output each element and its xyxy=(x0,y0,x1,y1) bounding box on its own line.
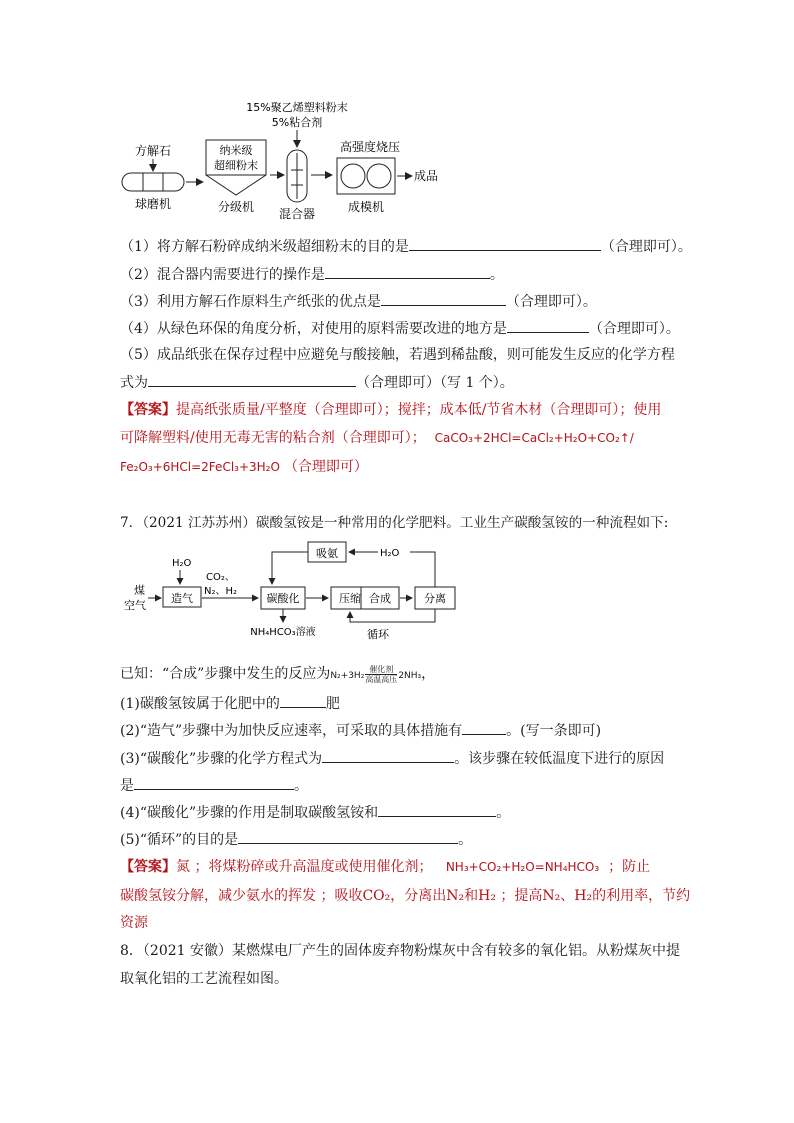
q7-sub3-cont: 是 。 xyxy=(120,775,308,796)
product-solution-label: NH₄HCO₃溶液 xyxy=(250,627,316,638)
q7-answer-line3: 资源 xyxy=(120,915,148,931)
product-label: 成品 xyxy=(414,169,439,183)
q7-answer-line1: 【答案】氮 ；将煤粉碎或升高温度或使用催化剂； NH₃+CO₂+H₂O=NH₄HCO₃ ；防止 xyxy=(120,859,651,875)
synthesis-label: 合成 xyxy=(369,592,391,605)
carbonation-label: 碳酸化 xyxy=(266,592,300,605)
q7-sub3: (3)“碳酸化”步骤的化学方程式为 。该步骤在较低温度下进行的原因 xyxy=(120,748,664,769)
q7-blank-1[interactable] xyxy=(280,693,326,708)
cycle-label: 循环 xyxy=(367,628,389,641)
q6-sub5: （5）成品纸张在保存过程中应避免与酸接触，若遇到稀盐酸，则可能发生反应的化学方程 xyxy=(120,347,675,363)
q7-answer-equation: NH₃+CO₂+H₂O=NH₄HCO₃ xyxy=(445,860,600,874)
former-label: 成模机 xyxy=(347,200,385,214)
ball-mill-shape xyxy=(122,173,184,191)
q7-sub1: (1)碳酸氢铵属于化肥中的 肥 xyxy=(120,693,340,714)
q7-answer-line2: 碳酸氢铵分解，减少氨水的挥发 ；吸收CO₂，分离出N₂和H₂ ；提高N₂、H₂的利用率，节约 xyxy=(120,888,691,904)
h2o-top-label: H₂O xyxy=(172,558,192,569)
q6-answer-line3: Fe₂O₃+6HCl=2FeCl₃+3H₂O （合理即可） xyxy=(120,459,368,475)
q7-known: 已知：“合成”步骤中发生的反应为N₂+3H₂ 催化剂 高温高压 2NH₃， xyxy=(120,664,436,684)
ammonia-absorb-label: 吸氨 xyxy=(316,547,338,560)
q6-blank-5[interactable] xyxy=(148,372,356,387)
powder-label-1: 纳米级 xyxy=(219,144,253,157)
q6-answer-line1: 【答案】提高纸张质量/平整度（合理即可）；搅拌；成本低/节省木材（合理即可）；使用 xyxy=(120,402,662,418)
mixer-label: 混合器 xyxy=(278,207,316,221)
q6-blank-4[interactable] xyxy=(507,318,589,333)
q7-blank-3[interactable] xyxy=(322,748,454,763)
q6-answer-equation-1: CaCO₃+2HCl=CaCl₂+H₂O+CO₂↑/ xyxy=(434,431,634,445)
classifier-label: 分级机 xyxy=(217,200,255,214)
q6-blank-1[interactable] xyxy=(409,236,601,251)
q7-title: 7．（2021 江苏苏州）碳酸氢铵是一种常用的化学肥料。工业生产碳酸氢铵的一种流程如下: xyxy=(120,515,669,531)
q7-blank-5[interactable] xyxy=(378,802,496,817)
compress-label: 压缩 xyxy=(339,592,361,605)
raw-material-label: 方解石 xyxy=(134,144,172,158)
reaction-condition: 催化剂 高温高压 xyxy=(365,664,398,684)
q8-line2: 取氧化铝的工艺流程如图。 xyxy=(120,971,288,987)
separation-label: 分离 xyxy=(424,592,446,605)
powder-label-2: 超细粉末 xyxy=(214,159,258,172)
q7-sub4: (4)“碳酸化”步骤的作用是制取碳酸氢铵和 。 xyxy=(120,802,510,823)
q7-blank-6[interactable] xyxy=(238,829,458,844)
press-label: 高强度烧压 xyxy=(339,140,401,154)
q7-blank-4[interactable] xyxy=(134,775,294,790)
q7-blank-2[interactable] xyxy=(462,720,506,735)
q8-line1: 8．（2021 安徽）某燃煤电厂产生的固体废弃物粉煤灰中含有较多的氧化铝。从粉煤灰中提 xyxy=(120,943,680,959)
q6-answer-equation-2: Fe₂O₃+6HCl=2FeCl₃+3H₂O xyxy=(120,460,280,474)
h2o-right-label: H₂O xyxy=(380,548,400,559)
q6-answer-line2: 可降解塑料/使用无毒无害的粘合剂（合理即可）； CaCO₃+2HCl=CaCl₂+H₂O+CO₂↑/ xyxy=(120,430,634,446)
n2h2-label: N₂、H₂ xyxy=(204,586,238,597)
gas-making-label: 造气 xyxy=(171,592,193,605)
q7-sub2: (2)“造气”步骤中为加快反应速率，可采取的具体措施有 。(写一条即可) xyxy=(120,720,601,741)
paper-process-diagram xyxy=(110,95,450,230)
q6-sub3: （3）利用方解石作原料生产纸张的优点是 （合理即可）。 xyxy=(120,291,597,312)
q7-sub5: (5)“循环”的目的是 。 xyxy=(120,829,472,850)
co2-label: CO₂、 xyxy=(206,572,235,583)
q6-sub1: （1）将方解石粉碎成纳米级超细粉末的目的是 （合理即可）。 xyxy=(120,236,692,257)
coal-label: 煤 xyxy=(134,584,145,597)
q6-sub5-cont: 式为 （合理即可）（写 1 个）。 xyxy=(120,372,514,393)
q6-sub2: （2）混合器内需要进行的操作是 。 xyxy=(120,264,504,285)
additive-2-label: 5%粘合剂 xyxy=(271,116,323,129)
q6-blank-2[interactable] xyxy=(325,264,490,279)
q6-sub4: （4）从绿色环保的角度分析，对使用的原料需要改进的地方是 （合理即可）。 xyxy=(120,318,680,339)
air-label: 空气 xyxy=(124,599,146,612)
q6-blank-3[interactable] xyxy=(381,291,506,306)
ball-mill-label: 球磨机 xyxy=(134,197,172,211)
ammonium-process-diagram xyxy=(120,540,460,648)
additive-1-label: 15%聚乙烯塑料粉末 xyxy=(246,101,348,114)
